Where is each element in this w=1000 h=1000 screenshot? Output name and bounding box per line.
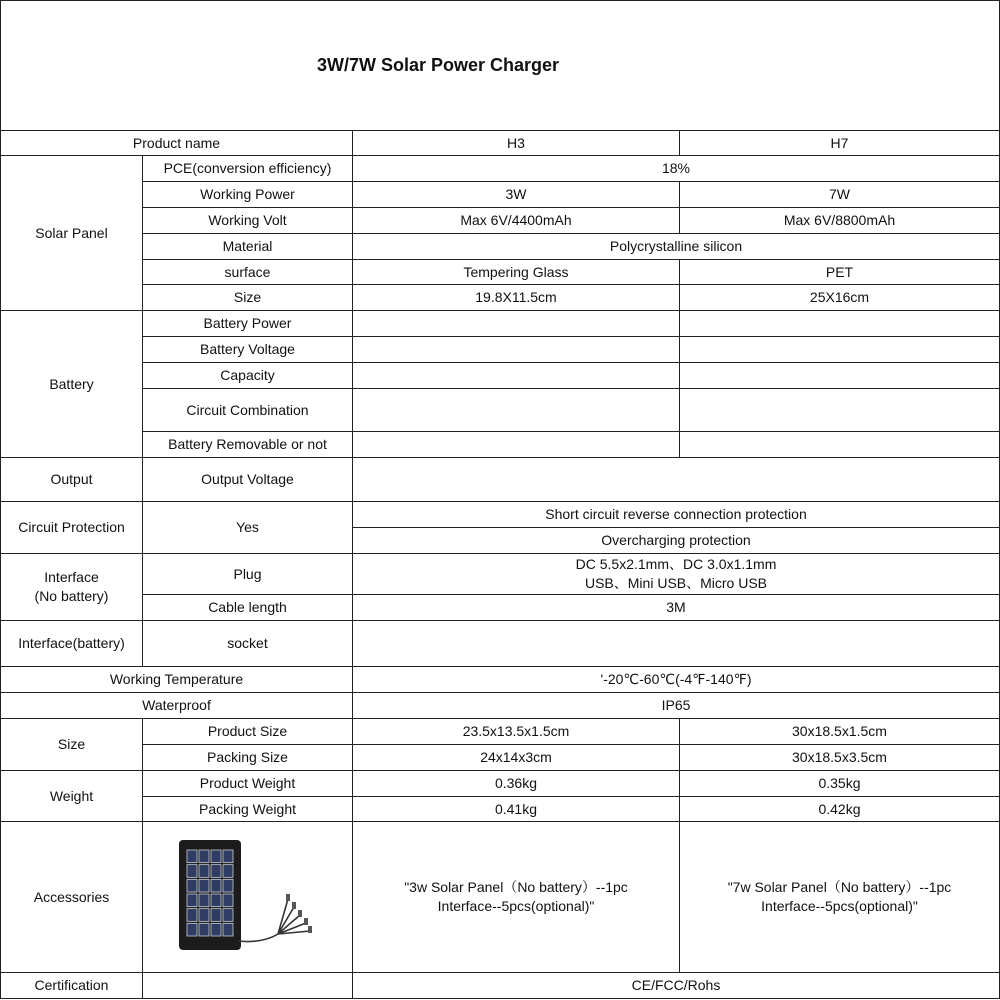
- group-interface-no-battery-line-1: Interface: [44, 569, 99, 585]
- accessories-h3-lines: [404, 878, 628, 916]
- cable-length-label: Cable length: [142, 594, 353, 621]
- plug-label: Plug: [142, 553, 353, 595]
- group-circuit-protection: Circuit Protection: [0, 501, 143, 554]
- battery-power-h3: [352, 310, 680, 337]
- capacity-label: Capacity: [142, 362, 353, 389]
- working-volt-h7: Max 6V/8800mAh: [679, 207, 1000, 234]
- packing-size-h3: 24x14x3cm: [352, 744, 680, 771]
- circuit-combination-h3: [352, 388, 680, 432]
- accessories-h3-line-2: Interface--5pcs(optional)": [437, 898, 595, 914]
- model-h7: H7: [679, 130, 1000, 156]
- product-weight-label: Product Weight: [142, 770, 353, 797]
- plug-value-line-1: DC 5.5x2.1mm、DC 3.0x1.1mm: [575, 556, 777, 572]
- battery-voltage-h7: [679, 336, 1000, 363]
- panel-size-label: Size: [142, 284, 353, 311]
- packing-size-h7: 30x18.5x3.5cm: [679, 744, 1000, 771]
- working-temperature-value: '-20℃-60℃(-4℉-140℉): [352, 666, 1000, 693]
- working-temperature-label: Working Temperature: [0, 666, 353, 693]
- product-name-label: Product name: [0, 130, 353, 156]
- group-interface-battery: Interface(battery): [0, 620, 143, 667]
- output-voltage-value: [352, 457, 1000, 502]
- circuit-combination-label: Circuit Combination: [142, 388, 353, 432]
- waterproof-label: Waterproof: [0, 692, 353, 719]
- working-volt-h3: Max 6V/4400mAh: [352, 207, 680, 234]
- group-size: Size: [0, 718, 143, 771]
- battery-power-h7: [679, 310, 1000, 337]
- product-size-h7: 30x18.5x1.5cm: [679, 718, 1000, 745]
- group-interface-no-battery: [0, 553, 143, 621]
- capacity-h7: [679, 362, 1000, 389]
- working-power-label: Working Power: [142, 181, 353, 208]
- surface-label: surface: [142, 259, 353, 285]
- group-weight: Weight: [0, 770, 143, 822]
- product-weight-h7: 0.35kg: [679, 770, 1000, 797]
- product-weight-h3: 0.36kg: [352, 770, 680, 797]
- material-value: Polycrystalline silicon: [352, 233, 1000, 260]
- protection-overcharging: Overcharging protection: [352, 527, 1000, 554]
- packing-size-label: Packing Size: [142, 744, 353, 771]
- group-battery: Battery: [0, 310, 143, 458]
- battery-removable-h3: [352, 431, 680, 458]
- battery-removable-h7: [679, 431, 1000, 458]
- panel-size-h7: 25X16cm: [679, 284, 1000, 311]
- working-volt-label: Working Volt: [142, 207, 353, 234]
- packing-weight-h7: 0.42kg: [679, 796, 1000, 822]
- socket-value: [352, 620, 1000, 667]
- pce-value: 18%: [352, 155, 1000, 182]
- protection-label: Yes: [142, 501, 353, 554]
- product-size-label: Product Size: [142, 718, 353, 745]
- waterproof-value: IP65: [352, 692, 1000, 719]
- product-size-h3: 23.5x13.5x1.5cm: [352, 718, 680, 745]
- surface-h3: Tempering Glass: [352, 259, 680, 285]
- packing-weight-label: Packing Weight: [142, 796, 353, 822]
- battery-voltage-label: Battery Voltage: [142, 336, 353, 363]
- working-power-h7: 7W: [679, 181, 1000, 208]
- accessories-h3-line-1: "3w Solar Panel（No battery）--1pc: [404, 879, 628, 895]
- plug-value-line-2: USB、Mini USB、Micro USB: [584, 575, 768, 591]
- model-h3: H3: [352, 130, 680, 156]
- output-voltage-label: Output Voltage: [142, 457, 353, 502]
- pce-label: PCE(conversion efficiency): [142, 155, 353, 182]
- plug-value: [352, 553, 1000, 595]
- group-output: Output: [0, 457, 143, 502]
- working-power-h3: 3W: [352, 181, 680, 208]
- accessories-h7: [679, 821, 1000, 973]
- battery-voltage-h3: [352, 336, 680, 363]
- accessories-h7-line-1: "7w Solar Panel（No battery）--1pc: [727, 879, 952, 895]
- battery-power-label: Battery Power: [142, 310, 353, 337]
- cable-length-value: 3M: [352, 594, 1000, 621]
- packing-weight-h3: 0.41kg: [352, 796, 680, 822]
- material-label: Material: [142, 233, 353, 260]
- page-title: 3W/7W Solar Power Charger: [0, 0, 1000, 131]
- certification-blank: [142, 972, 353, 999]
- accessories-h7-lines: [728, 878, 952, 916]
- solar-panel-with-cables-icon: [178, 839, 318, 955]
- group-accessories: Accessories: [0, 821, 143, 973]
- panel-size-h3: 19.8X11.5cm: [352, 284, 680, 311]
- certification-label: Certification: [0, 972, 143, 999]
- plug-value-lines: [576, 555, 777, 593]
- capacity-h3: [352, 362, 680, 389]
- accessories-h7-line-2: Interface--5pcs(optional)": [761, 898, 918, 914]
- surface-h7: PET: [679, 259, 1000, 285]
- battery-removable-label: Battery Removable or not: [142, 431, 353, 458]
- protection-short-circuit: Short circuit reverse connection protection: [352, 501, 1000, 528]
- group-solar-panel: Solar Panel: [0, 155, 143, 311]
- socket-label: socket: [142, 620, 353, 667]
- certification-value: CE/FCC/Rohs: [352, 972, 1000, 999]
- accessories-h3: [352, 821, 680, 973]
- group-interface-no-battery-line-2: (No battery): [34, 588, 109, 604]
- accessories-photo: [142, 821, 353, 973]
- group-interface-no-battery-lines: [35, 568, 109, 606]
- circuit-combination-h7: [679, 388, 1000, 432]
